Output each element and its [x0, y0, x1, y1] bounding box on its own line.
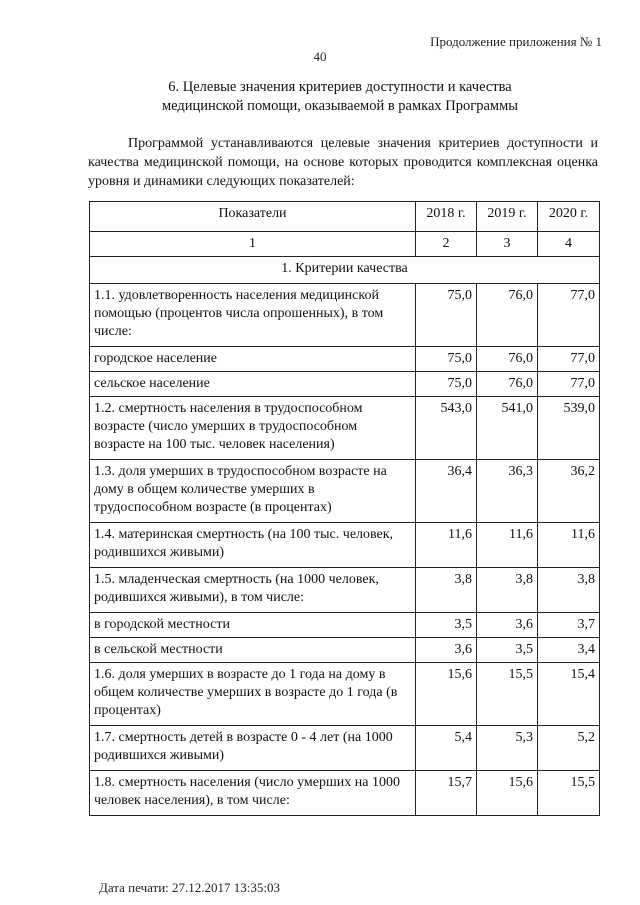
column-number-row	[90, 232, 600, 257]
row-label: 1.6. доля умерших в возрасте до 1 года на дому в общем количестве умерших в возрасте до 1 года (в процентах)	[90, 663, 416, 726]
header-indicators: Показатели	[90, 202, 416, 232]
value-2020: 77,0	[538, 284, 600, 347]
column-number: 3	[477, 232, 538, 257]
header-year-2018: 2018 г.	[416, 202, 477, 232]
value-2019: 15,5	[477, 663, 538, 726]
value-2020: 3,4	[538, 638, 600, 663]
row-label: в сельской местности	[90, 638, 416, 663]
value-2019: 3,8	[477, 568, 538, 613]
value-2018: 75,0	[416, 284, 477, 347]
value-2018: 3,8	[416, 568, 477, 613]
table-row	[90, 397, 600, 460]
value-2018: 75,0	[416, 347, 477, 372]
value-2019: 541,0	[477, 397, 538, 460]
value-2018: 3,6	[416, 638, 477, 663]
value-2019: 11,6	[477, 523, 538, 568]
value-2020: 77,0	[538, 347, 600, 372]
criteria-table	[89, 201, 600, 816]
row-label: 1.5. младенческая смертность (на 1000 человек, родившихся живыми), в том числе:	[90, 568, 416, 613]
value-2018: 543,0	[416, 397, 477, 460]
value-2020: 539,0	[538, 397, 600, 460]
value-2019: 15,6	[477, 771, 538, 816]
column-number: 2	[416, 232, 477, 257]
value-2019: 76,0	[477, 372, 538, 397]
row-label: 1.1. удовлетворенность населения медицинской помощью (процентов числа опрошенных), в том числе:	[90, 284, 416, 347]
value-2020: 11,6	[538, 523, 600, 568]
row-label: 1.2. смертность населения в трудоспособном возрасте (число умерших в трудоспособном возрасте на 100 тыс. человек населения)	[90, 397, 416, 460]
value-2019: 3,6	[477, 613, 538, 638]
value-2018: 36,4	[416, 460, 477, 523]
value-2018: 5,4	[416, 726, 477, 771]
value-2020: 15,5	[538, 771, 600, 816]
header-year-2020: 2020 г.	[538, 202, 600, 232]
column-number: 1	[90, 232, 416, 257]
value-2018: 15,7	[416, 771, 477, 816]
appendix-continuation-note: Продолжение приложения № 1	[430, 34, 602, 49]
row-label: городское население	[90, 347, 416, 372]
intro-paragraph: Программой устанавливаются целевые значения критериев доступности и качества медицинской помощи, на основе которых проводится комплексная оценка уровня и динамики следующих показателей:	[88, 136, 598, 189]
value-2018: 15,6	[416, 663, 477, 726]
table-row	[90, 460, 600, 523]
row-label: 1.4. материнская смертность (на 100 тыс. человек, родившихся живыми)	[90, 523, 416, 568]
header-year-2019: 2019 г.	[477, 202, 538, 232]
value-2019: 76,0	[477, 347, 538, 372]
table-row	[90, 568, 600, 613]
value-2019: 3,5	[477, 638, 538, 663]
value-2020: 5,2	[538, 726, 600, 771]
section-row-quality-criteria	[90, 257, 600, 284]
value-2018: 11,6	[416, 523, 477, 568]
table-row	[90, 726, 600, 771]
section-label: 1. Критерии качества	[90, 257, 600, 284]
row-label: 1.3. доля умерших в трудоспособном возрасте на дому в общем количестве умерших в трудоспособном возрасте (в процентах)	[90, 460, 416, 523]
table-row	[90, 284, 600, 347]
row-label: 1.7. смертность детей в возрасте 0 - 4 лет (на 1000 родившихся живыми)	[90, 726, 416, 771]
value-2020: 36,2	[538, 460, 600, 523]
value-2018: 3,5	[416, 613, 477, 638]
value-2020: 15,4	[538, 663, 600, 726]
row-label: сельское население	[90, 372, 416, 397]
value-2020: 3,7	[538, 613, 600, 638]
section-title	[80, 78, 600, 116]
table-row	[90, 663, 600, 726]
value-2019: 76,0	[477, 284, 538, 347]
value-2018: 75,0	[416, 372, 477, 397]
row-label: в городской местности	[90, 613, 416, 638]
table-row	[90, 347, 600, 372]
table-row	[90, 638, 600, 663]
value-2020: 77,0	[538, 372, 600, 397]
table-row	[90, 771, 600, 816]
row-label: 1.8. смертность населения (число умерших на 1000 человек населения), в том числе:	[90, 771, 416, 816]
table-header-row	[90, 202, 600, 232]
page-number: 40	[313, 49, 327, 64]
column-number: 4	[538, 232, 600, 257]
value-2020: 3,8	[538, 568, 600, 613]
table-row	[90, 372, 600, 397]
value-2019: 5,3	[477, 726, 538, 771]
table-row	[90, 523, 600, 568]
section-title-line-2: медицинской помощи, оказываемой в рамках Программы	[161, 98, 519, 114]
table-row	[90, 613, 600, 638]
print-date: Дата печати: 27.12.2017 13:35:03	[99, 880, 281, 895]
value-2019: 36,3	[477, 460, 538, 523]
section-title-line-1: 6. Целевые значения критериев доступности и качества	[168, 79, 512, 95]
